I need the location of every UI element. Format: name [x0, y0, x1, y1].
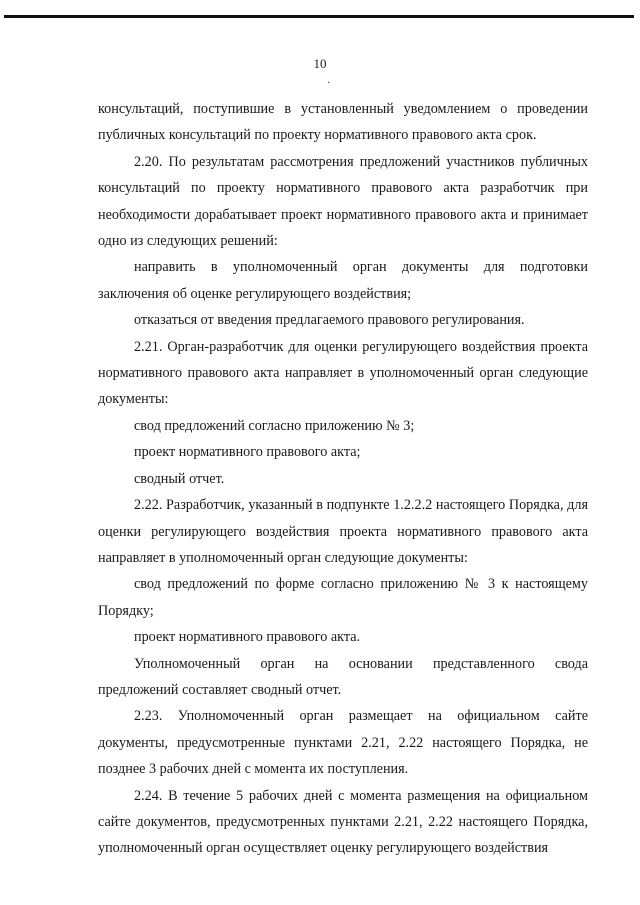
paragraph: Уполномоченный орган на основании представленного свода предложений составляет сводный отчет.	[98, 655, 588, 698]
paragraph: проект нормативного правового акта;	[134, 444, 361, 461]
paragraph: 2.20. По результатам рассмотрения предложений участников публичных консультаций по проекту нормативного правового акта разработчик при необходимости дорабатывает проект нормативного правового акта и принимает одно из следующих решений:	[98, 153, 588, 250]
paragraph: 2.23. Уполномоченный орган размещает на официальном сайте документы, предусмотренные пунктами 2.21, 2.22 настоящего Порядка, не позднее 3 рабочих дней с момента их поступления.	[98, 708, 588, 778]
paragraph: 2.24. В течение 5 рабочих дней с момента размещения на официальном сайте документов, предусмотренных пунктами 2.21, 2.22 настоящего Порядка, уполномоченный орган осуществляет оценку регулирующего воздействия	[98, 787, 588, 857]
scan-dot: ·	[327, 78, 331, 89]
paragraph: 2.22. Разработчик, указанный в подпункте 1.2.2.2 настоящего Порядка, для оценки регулирующего воздействия проекта нормативного правового акта направляет в уполномоченный орган следующие документы:	[98, 497, 588, 566]
paragraph: свод предложений по форме согласно приложению № 3 к настоящему Порядку;	[98, 576, 588, 619]
paragraph: направить в уполномоченный орган документы для подготовки заключения об оценке регулирующего воздействия;	[98, 259, 588, 302]
paragraph: проект нормативного правового акта.	[134, 629, 361, 646]
paragraph: сводный отчет.	[134, 470, 225, 487]
paragraph: консультаций, поступившие в установленный уведомлением о проведении публичных консультаций по проекту нормативного правового акта срок.	[98, 101, 588, 144]
paragraph: свод предложений согласно приложению № 3;	[134, 417, 415, 434]
document-body	[98, 96, 588, 862]
page-number: 10	[313, 56, 327, 71]
paragraph: 2.21. Орган-разработчик для оценки регулирующего воздействия проекта нормативного правового акта направляет в уполномоченный орган следующие документы:	[98, 338, 588, 408]
paragraph: отказаться от введения предлагаемого правового регулирования.	[134, 312, 525, 329]
top-border-line	[4, 15, 634, 18]
